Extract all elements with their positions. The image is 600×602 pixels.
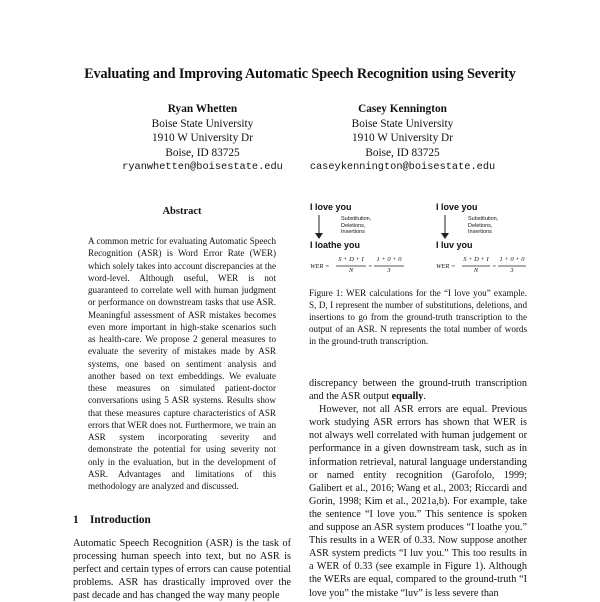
figure-formula-num: S + D + I bbox=[338, 256, 364, 263]
figure-formula-den2: 3 bbox=[510, 267, 514, 274]
figure-formula-eq: = bbox=[368, 263, 373, 270]
paragraph-end: . bbox=[423, 391, 426, 403]
author-address: 1910 W University Dr bbox=[152, 132, 253, 144]
figure-formula-eq: = bbox=[492, 263, 497, 270]
figure-ref-text: I love you bbox=[310, 202, 352, 212]
author-block-1 bbox=[100, 102, 305, 175]
section-title-text: Introduction bbox=[90, 514, 151, 526]
author-email: ryanwhetten@boisestate.edu bbox=[122, 161, 283, 173]
figure-1 bbox=[308, 200, 528, 282]
figure-formula-num2: 1 + 0 + 0 bbox=[499, 256, 525, 263]
author-name: Ryan Whetten bbox=[167, 103, 238, 115]
figure-ops-list bbox=[341, 216, 371, 236]
figure-formula-num: S + D + I bbox=[463, 256, 489, 263]
down-arrow-icon bbox=[314, 214, 324, 240]
emphasis-text: equally bbox=[391, 391, 424, 403]
author-name: Casey Kennington bbox=[358, 103, 447, 115]
author-email: caseykennington@boisestate.edu bbox=[309, 161, 496, 173]
figure-formula-num2: 1 + 0 + 0 bbox=[376, 256, 402, 263]
figure-formula-lhs: WER = bbox=[436, 263, 456, 270]
figure-op: Insertions bbox=[341, 229, 365, 235]
down-arrow-icon bbox=[440, 214, 450, 240]
author-affiliation: Boise State University bbox=[351, 117, 454, 130]
section-number: 1 bbox=[73, 514, 79, 526]
paragraph-text: discrepancy between the ground-truth transcription and the ASR output bbox=[309, 378, 527, 403]
figure-op: Deletions, bbox=[341, 222, 366, 229]
paragraph bbox=[309, 377, 527, 403]
author-address: 1910 W University Dr bbox=[352, 132, 453, 144]
figure-formula-den: N bbox=[348, 267, 354, 274]
figure-formula-den2: 3 bbox=[387, 267, 391, 274]
figure-hyp-text: I loathe you bbox=[310, 240, 361, 250]
intro-text: Automatic Speech Recognition (ASR) is the task of processing human speech into text, but no ASR is perfect and certain types of errors can cause potential problems. ASR has drastically improved over the past decade and has changed the way many people bbox=[73, 538, 291, 602]
right-column-text bbox=[309, 377, 527, 600]
author-address: Boise, ID 83725 bbox=[165, 146, 240, 159]
figure-formula-lhs: WER = bbox=[310, 263, 330, 270]
figure-op: Deletions, bbox=[468, 222, 493, 229]
section-heading bbox=[73, 514, 151, 526]
paragraph: However, not all ASR errors are equal. Previous work studying ASR errors has shown that WER is not always well correlated with human judgement or performance in a given downstream task, such as in information retrieval, natural language understanding or named entity recognition (Garofolo, 1999; Galibert et al., 2016; Wang et al., 2003; Riccardi and Gorin, 1998; Kim et al., 2021a,b). For example, take the sentence “I love you.” This sentence is spoken and suppose an ASR system produces “I loathe you.” This results in a WER of 0.33. Now suppose another ASR system predicts “I luv you.” This too results in a WER of 0.33 (see example in Figure 1). Although the WERs are equal, compared to the ground-truth “I love you” the mistake “luv” is less severe than bbox=[309, 404, 527, 599]
abstract-text: A common metric for evaluating Automatic Speech Recognition (ASR) is Word Error Rate (WER) which solely takes into account discrepancies at the word-level. Although useful, WER is not guaranteed to correlate well with human judgment or performance on downstream tasks that use ASR. Meaningful assessment of ASR mistakes becomes even more important in high-stake scenarios such as health-care. We propose 2 general measures to evaluate the severity of mistakes made by ASR systems, one based on sentiment analysis and another based on text embeddings. We evaluate these measures on simulated patient-doctor conversations using 5 ASR systems. Results show that these measures capture characteristics of ASR errors that WER does not. Furthermore, we train an ASR system incorporating severity and demonstrate the potential for using severity not only in the evaluation, but in the development of ASR. Advantages and limitations of this methodology are analyzed and discussed. bbox=[88, 236, 276, 491]
author-address: Boise, ID 83725 bbox=[365, 146, 440, 159]
figure-op: Insertions bbox=[468, 229, 492, 235]
figure-ops-list bbox=[468, 216, 498, 236]
figure-ref-text: I love you bbox=[436, 202, 478, 212]
figure-hyp-text: I luv you bbox=[436, 240, 473, 250]
abstract-heading: Abstract bbox=[162, 206, 202, 217]
figure-caption: Figure 1: WER calculations for the “I love you” example. S, D, I represent the number of substitutions, deletions, and insertions to go from the ground-truth transcription to the output of an ASR. N represents the total number of words in the ground-truth transcription. bbox=[309, 288, 527, 347]
figure-formula-den: N bbox=[473, 267, 479, 274]
figure-op: Substitution, bbox=[468, 216, 499, 222]
author-block-2 bbox=[300, 102, 505, 175]
paper-title: Evaluating and Improving Automatic Speech Recognition using Severity bbox=[84, 66, 516, 82]
author-affiliation: Boise State University bbox=[151, 117, 254, 130]
figure-op: Substitution, bbox=[341, 216, 372, 222]
